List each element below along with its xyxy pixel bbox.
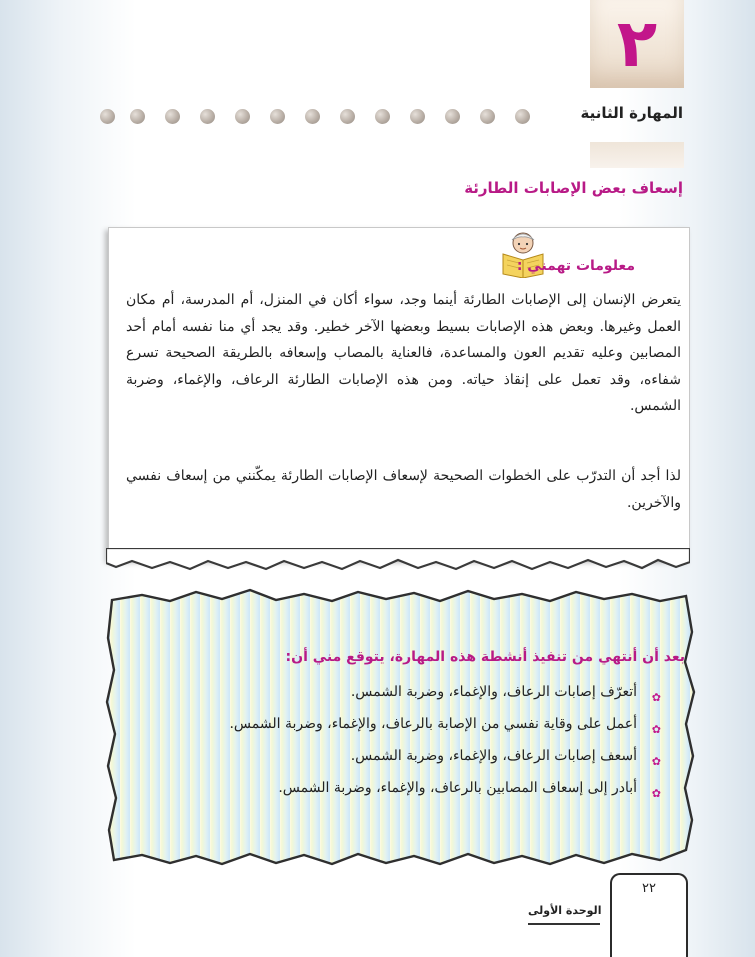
list-item — [191, 712, 661, 744]
torn-paper-edge — [106, 548, 690, 578]
flower-bullet-icon: ✿ — [651, 755, 661, 768]
objective-text: أبادر إلى إسعاف المصابين بالرعاف، والإغماء، وضربة الشمس. — [278, 780, 637, 796]
list-item — [191, 680, 661, 712]
list-item — [191, 776, 661, 808]
flower-bullet-icon: ✿ — [651, 723, 661, 736]
objectives-title: بعد أن أنتهي من تنفيذ أنشطة هذه المهارة، يتوقع مني أن: — [285, 649, 685, 665]
dot-ornament — [410, 109, 425, 124]
unit-label: الوحدة الأولى — [528, 904, 602, 917]
info-paragraph: يتعرض الإنسان إلى الإصابات الطارئة أينما وجد، سواء أكان في المنزل، أم المدرسة، أم مكان العمل وغيرها. وبعض هذه الإصابات بسيط وبعضها الآخر خطير. وقد يجد أي منا نفسه أمام أحد المصابين وعليه تقديم العون والمساعدة، فالعناية بالمصاب وإسعافه بالطريقة الصحيحة تسرع شفاءه، وقد تعمل على إنقاذ حياته. ومن هذه الإصابات الطارئة الرعاف، والإغماء، وضربة الشمس. — [126, 292, 681, 414]
unit-underline — [528, 923, 600, 925]
objective-text: أسعف إصابات الرعاف، والإغماء، وضربة الشمس. — [350, 748, 637, 764]
dot-ornament — [340, 109, 355, 124]
list-item — [191, 744, 661, 776]
dot-ornament — [305, 109, 320, 124]
page-number: ٢٢ — [642, 881, 656, 896]
flower-bullet-icon: ✿ — [651, 787, 661, 800]
dot-ornament — [235, 109, 250, 124]
dot-ornament — [515, 109, 530, 124]
dot-ornament — [130, 109, 145, 124]
skill-title: المهارة الثانية — [580, 104, 683, 122]
skill-number-tile — [590, 0, 684, 88]
dot-ornament — [375, 109, 390, 124]
dot-ornament — [200, 109, 215, 124]
objective-text: أتعرّف إصابات الرعاف، والإغماء، وضربة الشمس. — [350, 684, 637, 700]
info-label: معلومات تهمني : — [516, 258, 635, 274]
objectives-list — [191, 680, 661, 808]
dot-ornament — [100, 109, 115, 124]
objective-text: أعمل على وقاية نفسي من الإصابة بالرعاف، والإغماء، وضربة الشمس. — [229, 716, 637, 732]
dot-ornament — [445, 109, 460, 124]
info-paragraph: لذا أجد أن التدرّب على الخطوات الصحيحة لإسعاف الإصابات الطارئة يمكّنني من إسعاف نفسي والآخرين. — [126, 468, 681, 511]
flower-bullet-icon: ✿ — [651, 691, 661, 704]
decorative-tile — [590, 142, 684, 168]
dot-ornament — [270, 109, 285, 124]
topic-title: إسعاف بعض الإصابات الطارئة — [464, 179, 683, 197]
dot-ornament — [165, 109, 180, 124]
skill-number: ٢ — [616, 5, 658, 82]
dot-ornament — [480, 109, 495, 124]
decorative-dots — [100, 109, 530, 125]
page-number-box — [610, 873, 688, 957]
